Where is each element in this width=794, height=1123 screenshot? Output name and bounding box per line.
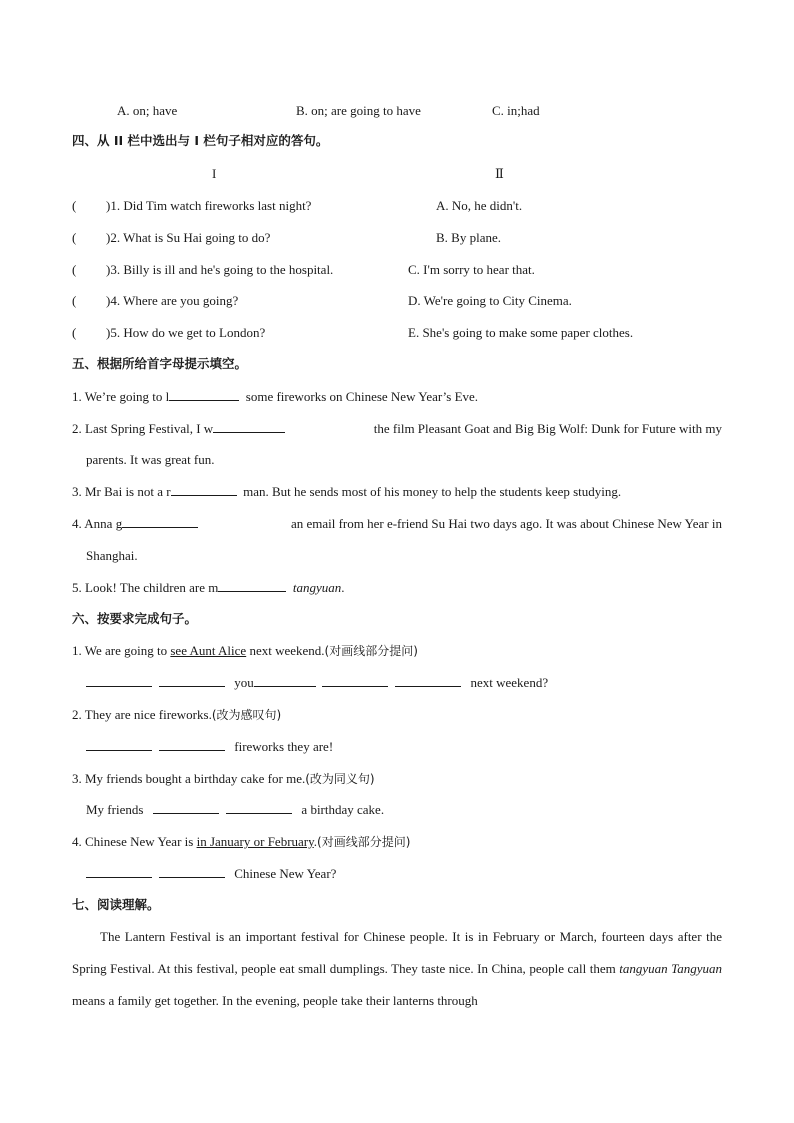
match-answer-b: B. By plane. bbox=[436, 230, 501, 245]
answer-paren[interactable]: ( bbox=[72, 262, 77, 277]
answer-blank[interactable] bbox=[395, 675, 461, 687]
match-question-3: )3. Billy is ill and he's going to the hospital. bbox=[106, 262, 334, 277]
rewrite-answer-4: Chinese New Year? bbox=[86, 866, 336, 882]
match-answer-a: A. No, he didn't. bbox=[436, 198, 523, 213]
fill-question-1: 1. We’re going to l some fireworks on Chinese New Year’s Eve. bbox=[72, 389, 479, 404]
answer-blank[interactable] bbox=[153, 802, 219, 814]
fill-blank[interactable] bbox=[171, 484, 237, 496]
match-answer-c: C. I'm sorry to hear that. bbox=[408, 262, 535, 277]
answer-blank[interactable] bbox=[159, 866, 225, 878]
answer-paren[interactable]: ( bbox=[72, 198, 77, 213]
rewrite-answer-2: fireworks they are! bbox=[86, 739, 333, 755]
option-c: C. in;had bbox=[492, 103, 540, 118]
answer-blank[interactable] bbox=[86, 739, 152, 751]
answer-paren[interactable]: ( bbox=[72, 230, 77, 245]
option-a: A. on; have bbox=[117, 103, 178, 118]
section-5-heading: 五、根据所给首字母提示填空。 bbox=[72, 356, 248, 371]
match-answer-e: E. She's going to make some paper clothes. bbox=[408, 325, 634, 340]
rewrite-answer-3: My friends a birthday cake. bbox=[86, 802, 385, 817]
fill-blank[interactable] bbox=[218, 580, 286, 592]
match-question-5: )5. How do we get to London? bbox=[106, 325, 266, 340]
rewrite-question-1: 1. We are going to see Aunt Alice next weekend.(对画线部分提问) bbox=[72, 643, 418, 658]
reading-passage: The Lantern Festival is an important festival for Chinese people. It is in February or March, fourteen days after the Spring Festival. At this festival, people eat small dumplings. They taste nice. In China, people call them tangyuan Tangyuan means a family get together. In the evening, people take their lanterns through bbox=[72, 929, 722, 1008]
fill-question-2: 2. Last Spring Festival, I w the film Pleasant Goat and Big Big Wolf: Dunk for Future with my bbox=[72, 421, 722, 436]
option-b: B. on; are going to have bbox=[296, 103, 421, 118]
fill-blank[interactable] bbox=[213, 421, 285, 433]
answer-blank[interactable] bbox=[86, 675, 152, 687]
answer-blank[interactable] bbox=[159, 675, 225, 687]
answer-paren[interactable]: ( bbox=[72, 293, 77, 308]
rewrite-question-2: 2. They are nice fireworks.(改为感叹句) bbox=[72, 707, 282, 722]
section-6-heading: 六、按要求完成句子。 bbox=[72, 611, 198, 626]
answer-blank[interactable] bbox=[226, 802, 292, 814]
rewrite-answer-1: you next weekend? bbox=[86, 675, 548, 691]
fill-blank[interactable] bbox=[169, 389, 239, 401]
column-2-label: Ⅱ bbox=[495, 166, 504, 181]
fill-question-2-cont: parents. It was great fun. bbox=[86, 452, 215, 467]
fill-question-4-cont: Shanghai. bbox=[86, 548, 138, 563]
answer-blank[interactable] bbox=[86, 866, 152, 878]
match-answer-d: D. We're going to City Cinema. bbox=[408, 293, 572, 308]
answer-blank[interactable] bbox=[254, 675, 316, 687]
fill-question-4: 4. Anna g an email from her e-friend Su Hai two days ago. It was about Chinese New Year in bbox=[72, 516, 722, 531]
fill-question-3: 3. Mr Bai is not a r man. But he sends most of his money to help the students keep studying. bbox=[72, 484, 622, 499]
match-question-2: )2. What is Su Hai going to do? bbox=[106, 230, 271, 245]
rewrite-question-4: 4. Chinese New Year is in January or February.(对画线部分提问) bbox=[72, 834, 411, 849]
column-1-label: I bbox=[212, 166, 217, 181]
answer-paren[interactable]: ( bbox=[72, 325, 77, 340]
match-question-4: )4. Where are you going? bbox=[106, 293, 239, 308]
section-4-heading: 四、从 II 栏中选出与 I 栏句子相对应的答句。 bbox=[72, 133, 329, 148]
section-7-heading: 七、阅读理解。 bbox=[72, 897, 160, 912]
rewrite-question-3: 3. My friends bought a birthday cake for me.(改为同义句) bbox=[72, 771, 375, 786]
answer-blank[interactable] bbox=[159, 739, 225, 751]
fill-question-5: 5. Look! The children are m tangyuan. bbox=[72, 580, 345, 595]
fill-blank[interactable] bbox=[122, 516, 198, 528]
match-question-1: )1. Did Tim watch fireworks last night? bbox=[106, 198, 312, 213]
answer-blank[interactable] bbox=[322, 675, 388, 687]
